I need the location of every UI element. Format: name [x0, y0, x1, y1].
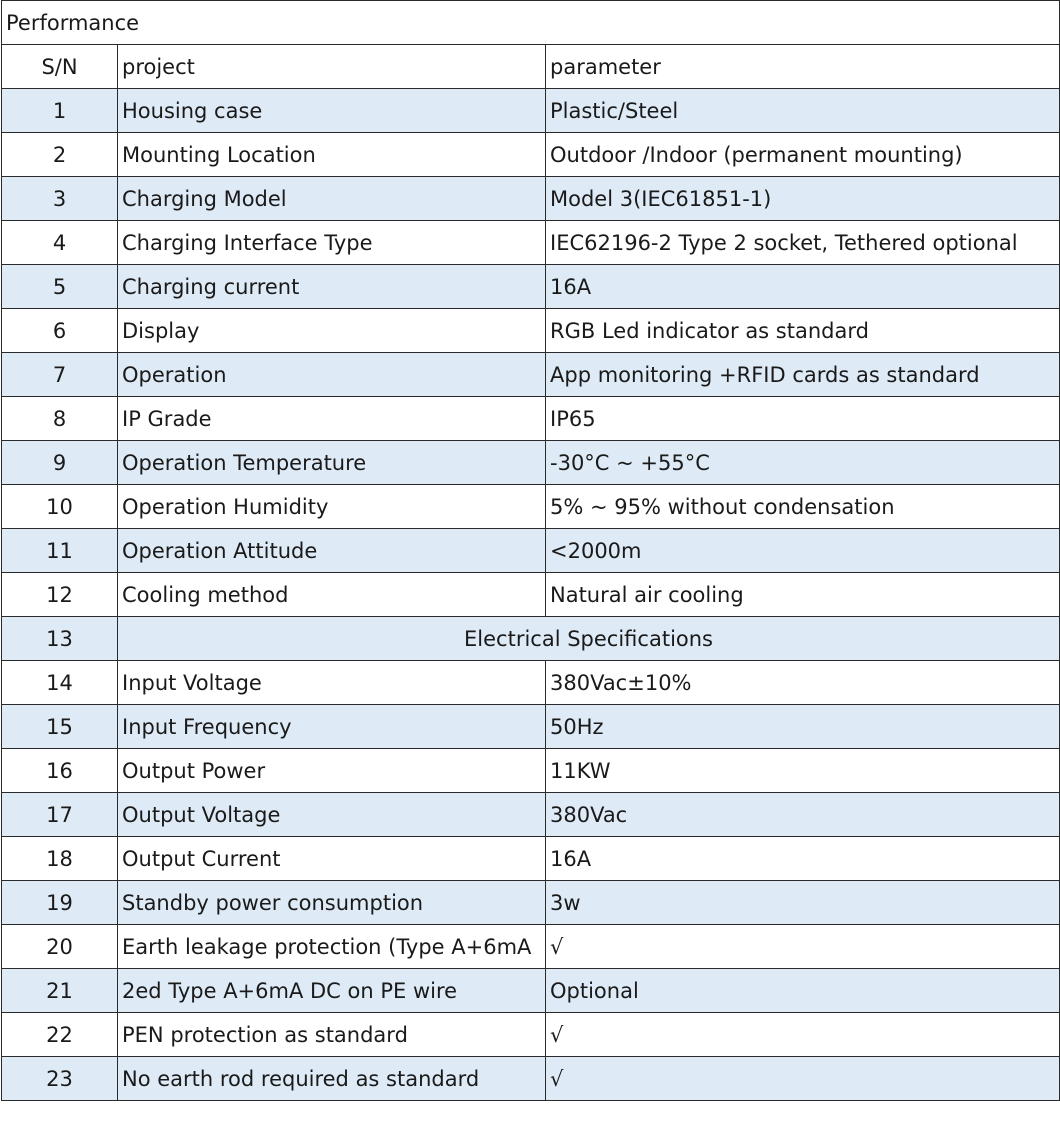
table-row — [2, 397, 1060, 441]
row-sn: 21 — [2, 969, 118, 1013]
row-parameter: √ — [546, 1057, 1060, 1101]
row-sn: 13 — [2, 617, 118, 661]
row-project: Housing case — [118, 89, 546, 133]
row-project: Mounting Location — [118, 133, 546, 177]
table-body — [2, 1, 1060, 1101]
table-row — [2, 969, 1060, 1013]
table-row — [2, 837, 1060, 881]
row-parameter: 380Vac±10% — [546, 661, 1060, 705]
table-row — [2, 441, 1060, 485]
table-row — [2, 573, 1060, 617]
header-parameter: parameter — [546, 45, 1060, 89]
row-parameter: IP65 — [546, 397, 1060, 441]
row-project: Charging current — [118, 265, 546, 309]
row-sn: 7 — [2, 353, 118, 397]
table-row — [2, 705, 1060, 749]
row-sn: 14 — [2, 661, 118, 705]
row-project: Operation Attitude — [118, 529, 546, 573]
row-project: PEN protection as standard — [118, 1013, 546, 1057]
row-sn: 17 — [2, 793, 118, 837]
row-parameter: Outdoor /Indoor (permanent mounting) — [546, 133, 1060, 177]
row-sn: 8 — [2, 397, 118, 441]
row-project: Standby power consumption — [118, 881, 546, 925]
row-parameter: 16A — [546, 837, 1060, 881]
row-parameter: 16A — [546, 265, 1060, 309]
row-project: Operation — [118, 353, 546, 397]
section-row — [2, 617, 1060, 661]
table-row — [2, 265, 1060, 309]
row-sn: 5 — [2, 265, 118, 309]
row-sn: 18 — [2, 837, 118, 881]
row-parameter: Natural air cooling — [546, 573, 1060, 617]
row-sn: 22 — [2, 1013, 118, 1057]
header-sn: S/N — [2, 45, 118, 89]
row-parameter: -30°C ~ +55°C — [546, 441, 1060, 485]
row-sn: 12 — [2, 573, 118, 617]
section-heading: Electrical Specifications — [118, 617, 1060, 661]
row-sn: 20 — [2, 925, 118, 969]
row-parameter: IEC62196-2 Type 2 socket, Tethered optional — [546, 221, 1060, 265]
table-row — [2, 485, 1060, 529]
row-project: Output Power — [118, 749, 546, 793]
table-row — [2, 529, 1060, 573]
row-parameter: 3w — [546, 881, 1060, 925]
row-project: Input Frequency — [118, 705, 546, 749]
row-sn: 16 — [2, 749, 118, 793]
table-row — [2, 1057, 1060, 1101]
row-parameter: 50Hz — [546, 705, 1060, 749]
row-project: Display — [118, 309, 546, 353]
row-parameter: App monitoring +RFID cards as standard — [546, 353, 1060, 397]
row-sn: 3 — [2, 177, 118, 221]
row-project: Operation Humidity — [118, 485, 546, 529]
table-row — [2, 353, 1060, 397]
row-sn: 6 — [2, 309, 118, 353]
performance-table — [1, 0, 1060, 1101]
row-project: 2ed Type A+6mA DC on PE wire — [118, 969, 546, 1013]
row-sn: 23 — [2, 1057, 118, 1101]
title-row — [2, 1, 1060, 45]
row-parameter: 380Vac — [546, 793, 1060, 837]
row-parameter: √ — [546, 925, 1060, 969]
row-parameter: Model 3(IEC61851-1) — [546, 177, 1060, 221]
header-project: project — [118, 45, 546, 89]
row-project: Cooling method — [118, 573, 546, 617]
row-parameter: <2000m — [546, 529, 1060, 573]
table-row — [2, 793, 1060, 837]
table-row — [2, 133, 1060, 177]
row-parameter: 5% ~ 95% without condensation — [546, 485, 1060, 529]
row-sn: 10 — [2, 485, 118, 529]
row-parameter: Optional — [546, 969, 1060, 1013]
row-parameter: RGB Led indicator as standard — [546, 309, 1060, 353]
table-title: Performance — [2, 1, 1060, 45]
row-sn: 9 — [2, 441, 118, 485]
row-project: Output Current — [118, 837, 546, 881]
row-sn: 1 — [2, 89, 118, 133]
row-project: Charging Interface Type — [118, 221, 546, 265]
row-parameter: 11KW — [546, 749, 1060, 793]
row-project: No earth rod required as standard — [118, 1057, 546, 1101]
row-sn: 2 — [2, 133, 118, 177]
table-row — [2, 881, 1060, 925]
table-row — [2, 89, 1060, 133]
header-row — [2, 45, 1060, 89]
table-row — [2, 925, 1060, 969]
table-row — [2, 309, 1060, 353]
table-row — [2, 1013, 1060, 1057]
row-project: Earth leakage protection (Type A+6mA — [118, 925, 546, 969]
row-sn: 11 — [2, 529, 118, 573]
row-sn: 19 — [2, 881, 118, 925]
row-project: IP Grade — [118, 397, 546, 441]
row-project: Input Voltage — [118, 661, 546, 705]
row-project: Output Voltage — [118, 793, 546, 837]
table-row — [2, 177, 1060, 221]
row-project: Operation Temperature — [118, 441, 546, 485]
row-sn: 15 — [2, 705, 118, 749]
table-row — [2, 221, 1060, 265]
row-sn: 4 — [2, 221, 118, 265]
table-row — [2, 749, 1060, 793]
table-row — [2, 661, 1060, 705]
row-parameter: √ — [546, 1013, 1060, 1057]
row-project: Charging Model — [118, 177, 546, 221]
row-parameter: Plastic/Steel — [546, 89, 1060, 133]
